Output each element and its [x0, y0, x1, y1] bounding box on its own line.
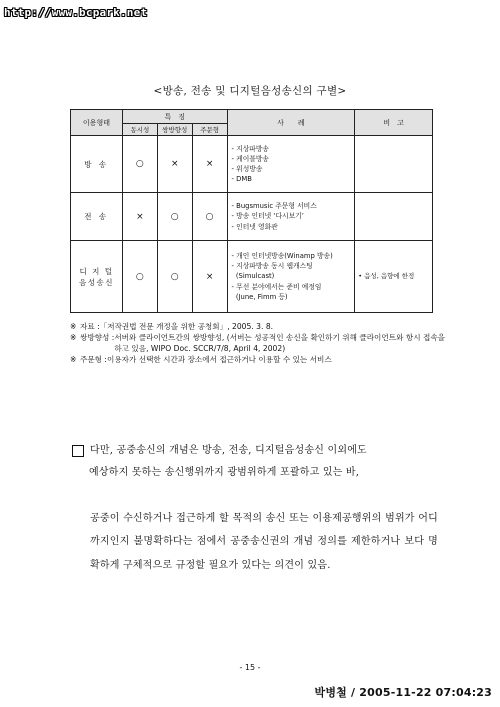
- table-row: [71, 241, 433, 313]
- row-type: [71, 241, 123, 313]
- table-row: [71, 193, 433, 241]
- row-mark: ○: [192, 193, 227, 241]
- author-timestamp-stamp: 박병철 / 2005-11-22 07:04:23: [314, 686, 492, 699]
- example-item: - 방송 인터넷 ‘다시보기’: [231, 212, 304, 221]
- header-examples: 사 례: [227, 110, 355, 136]
- row-remark: • 음성, 음향에 한정: [355, 241, 433, 313]
- header-on-demand: 주문형: [192, 124, 227, 136]
- example-item: - 위성방송: [231, 165, 263, 173]
- note-text: 「저작권법 전문 개정을 위한 공청회」, 2005. 3. 8.: [99, 322, 274, 331]
- reference-mark: ※: [70, 355, 77, 364]
- row-mark: ×: [157, 136, 192, 193]
- example-item: - 무선 분야에서는 준비 예정임: [231, 282, 322, 291]
- row-mark: ○: [157, 241, 192, 313]
- page-number: - 15 -: [239, 663, 261, 672]
- header-features: 특 징: [122, 110, 227, 124]
- site-watermark: http://www.bcpark.net: [4, 6, 148, 19]
- paragraph-line: 다만, 공중송신의 개념은 방송, 전송, 디지털음성송신 이외에도: [90, 445, 367, 456]
- example-item: - 인터넷 영화관: [231, 222, 278, 231]
- note-text: 이용자가 선택한 시간과 장소에서 접근하거나 이용할 수 있는 서비스: [106, 355, 332, 364]
- header-usage-type: 이용형태: [71, 110, 123, 136]
- row-mark: ○: [122, 241, 157, 313]
- example-item: - 지상파방송 동시 웹캐스팅: [231, 262, 313, 271]
- header-interactivity: 쌍방향성: [157, 124, 192, 136]
- example-item: - 지상파방송: [231, 144, 269, 153]
- example-item: (June, Fimm 등): [231, 292, 288, 301]
- example-item: - DMB: [231, 175, 252, 184]
- table-row: [71, 136, 433, 193]
- row-remark: [355, 193, 433, 241]
- table-notes: [70, 321, 445, 365]
- section-title: <방송, 전송 및 디지털음성송신의 구별>: [153, 85, 347, 97]
- row-mark: ○: [122, 136, 157, 193]
- checkbox-square-icon: [72, 445, 84, 457]
- comparison-table: [70, 109, 433, 313]
- row-examples: [227, 136, 355, 193]
- note-label: 쌍방향성 :: [80, 333, 115, 342]
- row-type-text: 디 지 털 음성송신: [78, 266, 114, 287]
- row-examples: [227, 193, 355, 241]
- header-remarks: 비 고: [355, 110, 433, 136]
- body-paragraph-2: 공중이 수신하거나 접근하게 할 목적의 송신 또는 이용제공행위의 범위가 어디까지인지 불명확하다는 점에서 공중송신권의 개념 정의를 제한하거나 보다 명확하게 구체적으로 규정할 필요가 있다는 의견이 있음.: [90, 513, 438, 571]
- note-label: 주문형 :: [80, 355, 107, 364]
- row-examples: [227, 241, 355, 313]
- reference-mark: ※: [70, 322, 77, 331]
- note-text: 서버와 클라이언트간의 쌍방향성, (서버는 성공적인 송신을 확인하기 위해 클라이언트와 항시 접속을 하고 있음, WIPO Doc. SCCR/7/8, April 4, 2002): [114, 333, 445, 353]
- body-paragraph-1: [72, 440, 437, 484]
- row-mark: ×: [192, 136, 227, 193]
- example-item: - 케이블방송: [231, 154, 269, 163]
- row-type: 전 송: [71, 193, 123, 241]
- header-simultaneity: 동시성: [122, 124, 157, 136]
- paragraph-line: 예상하지 못하는 송신행위까지 광범위하게 포괄하고 있는 바,: [89, 467, 360, 478]
- example-item: - Bugsmusic 주문형 서비스: [231, 202, 317, 211]
- note-label: 자료 :: [80, 322, 100, 331]
- row-mark: ×: [122, 193, 157, 241]
- row-mark: ○: [157, 193, 192, 241]
- note-item: [70, 321, 445, 332]
- row-remark: [355, 136, 433, 193]
- note-item: [70, 332, 445, 354]
- example-item: (Simulcast): [231, 272, 275, 281]
- example-item: - 개인 인터넷방송(Winamp 방송): [231, 251, 333, 260]
- row-type: 방 송: [71, 136, 123, 193]
- reference-mark: ※: [70, 333, 77, 342]
- row-mark: ×: [192, 241, 227, 313]
- note-item: [70, 354, 445, 365]
